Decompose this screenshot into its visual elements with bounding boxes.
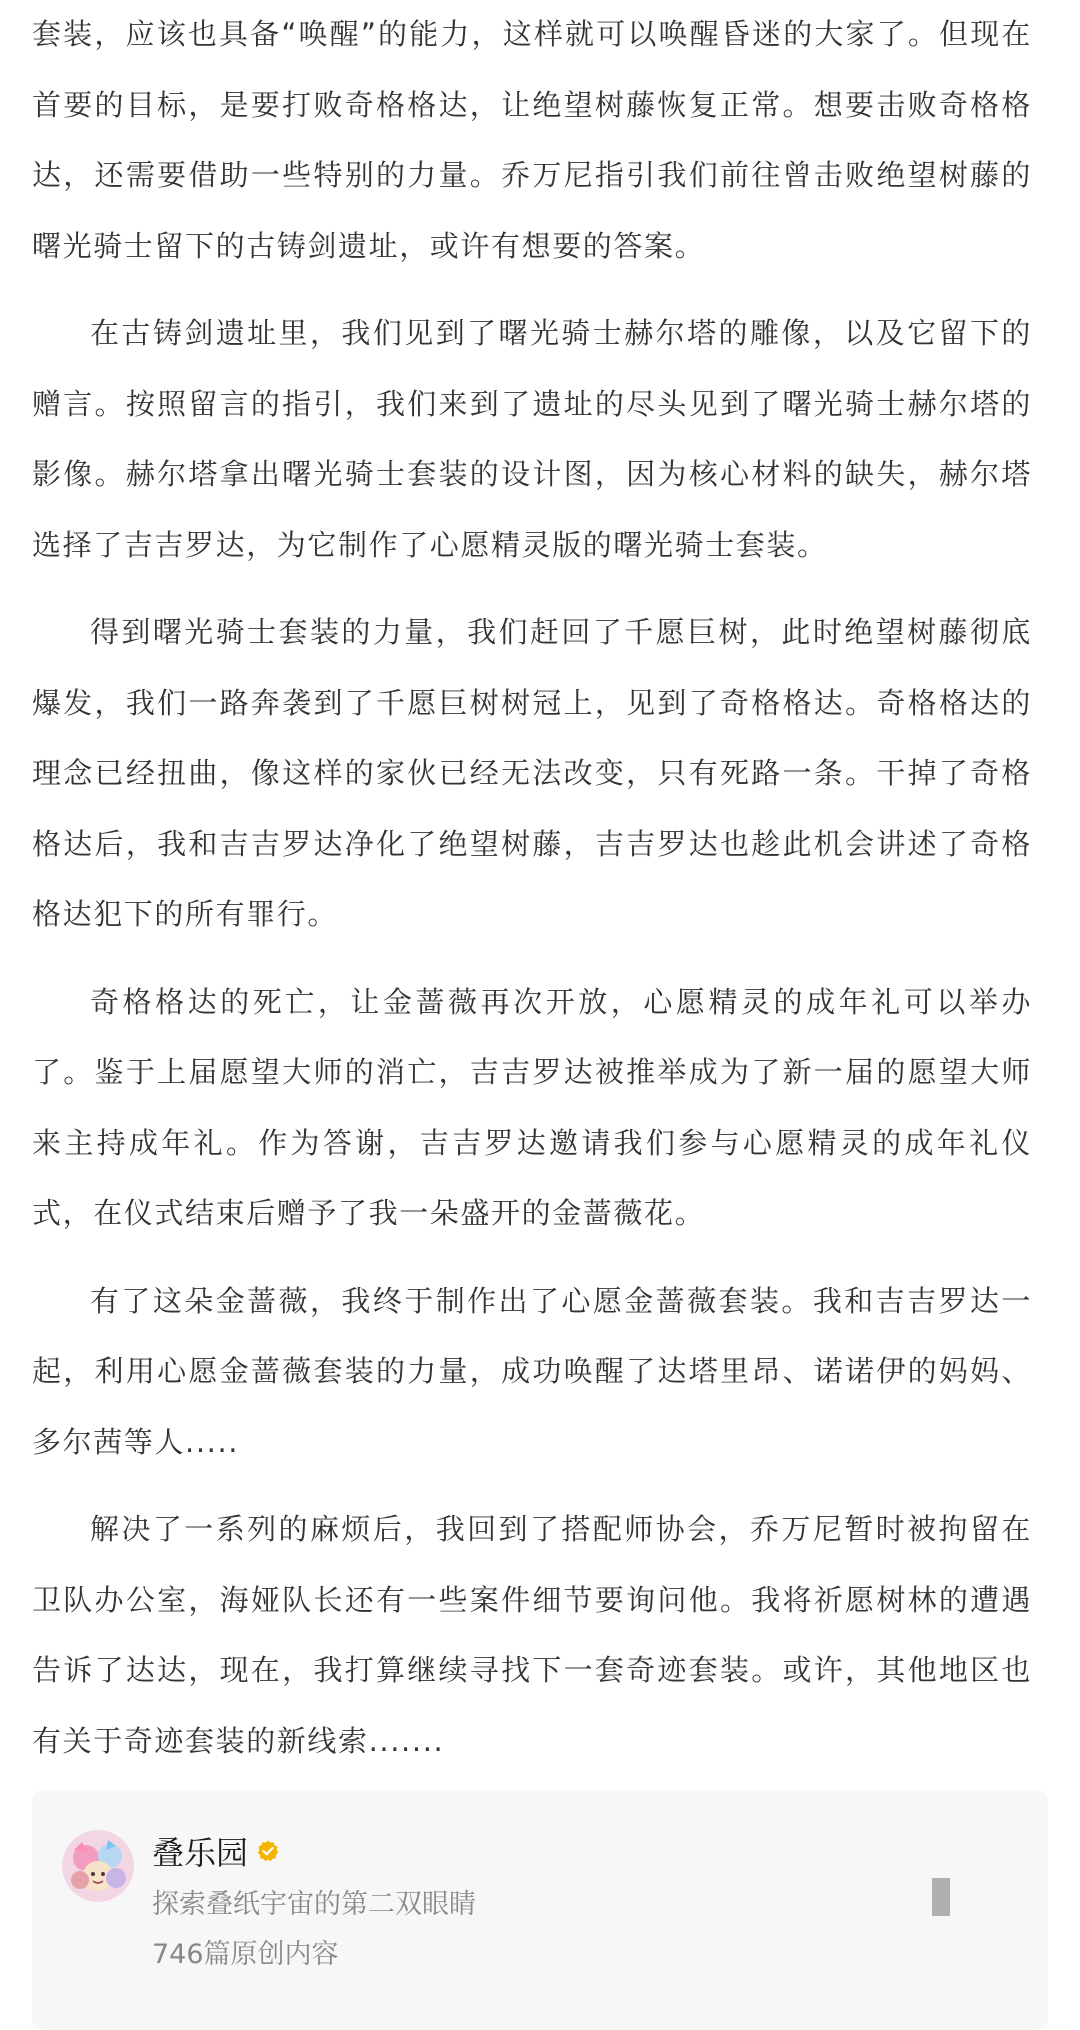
account-name-row — [152, 1828, 280, 1874]
article-body — [32, 0, 1032, 1793]
verified-badge-icon — [256, 1839, 280, 1863]
article-paragraph: 解决了一系列的麻烦后，我回到了搭配师协会，乔万尼暂时被拘留在卫队办公室，海娅队长还有一些案件细节要询问他。我将祈愿树林的遭遇告诉了达达，现在，我打算继续寻找下一套奇迹套装。或许，其他地区也有关于奇迹套装的新线索....... — [32, 1512, 1032, 1758]
article-paragraph: 有了这朵金蔷薇，我终于制作出了心愿金蔷薇套装。我和吉吉罗达一起，利用心愿金蔷薇套装的力量，成功唤醒了达塔里昂、诺诺伊的妈妈、多尔茜等人..... — [32, 1283, 1032, 1459]
account-article-count: 746篇原创内容 — [152, 1939, 339, 1970]
article-paragraph: 得到曙光骑士套装的力量，我们赶回了千愿巨树，此时绝望树藤彻底爆发，我们一路奔袭到了千愿巨树树冠上，见到了奇格格达。奇格格达的理念已经扭曲，像这样的家伙已经无法改变，只有死路一条。干掉了奇格格达后，我和吉吉罗达净化了绝望树藤，吉吉罗达也趁此机会讲述了奇格格达犯下的所有罪行。 — [32, 615, 1032, 931]
avatar-illustration — [62, 1830, 134, 1902]
avatar[interactable] — [62, 1830, 134, 1902]
account-name: 叠乐园 — [152, 1834, 249, 1872]
account-card[interactable] — [32, 1790, 1048, 2030]
account-description: 探索叠纸宇宙的第二双眼睛 — [152, 1889, 476, 1920]
article-paragraph: 奇格格达的死亡，让金蔷薇再次开放，心愿精灵的成年礼可以举办了。鉴于上届愿望大师的消亡，吉吉罗达被推举成为了新一届的愿望大师来主持成年礼。作为答谢，吉吉罗达邀请我们参与心愿精灵的成年礼仪式，在仪式结束后赠予了我一朵盛开的金蔷薇花。 — [32, 984, 1032, 1230]
article-paragraph: 在古铸剑遗址里，我们见到了曙光骑士赫尔塔的雕像，以及它留下的赠言。按照留言的指引，我们来到了遗址的尽头见到了曙光骑士赫尔塔的影像。赫尔塔拿出曙光骑士套装的设计图，因为核心材料的缺失，赫尔塔选择了吉吉罗达，为它制作了心愿精灵版的曙光骑士套装。 — [32, 316, 1032, 562]
article-paragraph: 套装，应该也具备“唤醒”的能力，这样就可以唤醒昏迷的大家了。但现在首要的目标，是要打败奇格格达，让绝望树藤恢复正常。想要击败奇格格达，还需要借助一些特别的力量。乔万尼指引我们前往曾击败绝望树藤的曙光骑士留下的古铸剑遗址，或许有想要的答案。 — [32, 17, 1032, 263]
chevron-right-icon[interactable] — [932, 1878, 950, 1916]
